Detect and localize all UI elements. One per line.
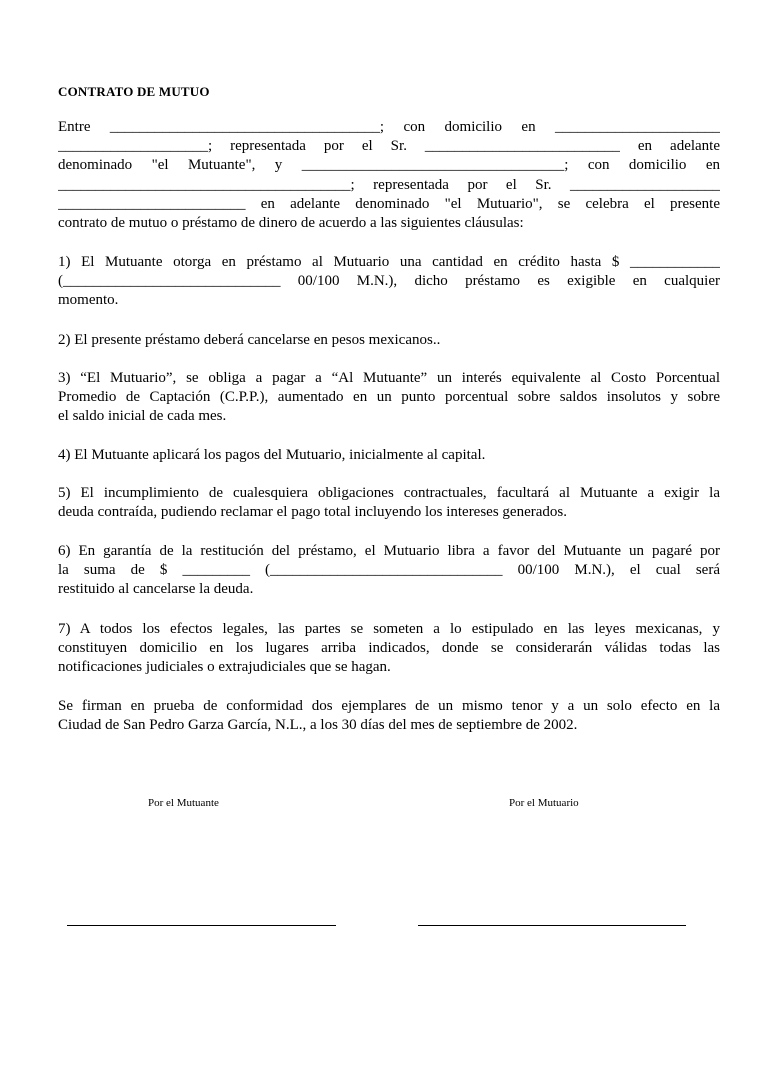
document-title: CONTRATO DE MUTUO — [58, 84, 210, 99]
clause-4 — [58, 446, 720, 465]
clause-1 — [58, 253, 720, 311]
text-line: deuda contraída, pudiendo reclamar el pago total incluyendo los intereses generados. — [58, 504, 567, 521]
text-line: contrato de mutuo o préstamo de dinero de acuerdo a las siguientes cláusulas: — [58, 214, 524, 231]
closing-paragraph — [58, 697, 720, 735]
text-line: ____________________; representada por el Sr. __________________________ en adelante — [58, 138, 720, 155]
text-line: restituido al cancelarse la deuda. — [58, 581, 254, 598]
text-line: 4) El Mutuante aplicará los pagos del Mutuario, inicialmente al capital. — [58, 447, 486, 463]
text-line: Ciudad de San Pedro Garza García, N.L., a los 30 días del mes de septiembre de 2002. — [58, 717, 578, 734]
text-line: 1) El Mutuante otorga en préstamo al Mutuario una cantidad en crédito hasta $ ____________ — [58, 254, 720, 270]
signature-line-mutuante — [67, 925, 336, 926]
clause-6 — [58, 542, 720, 600]
text-line: Promedio de Captación (C.P.P.), aumentado en un punto porcentual sobre saldos insolutos y sobre — [58, 389, 720, 406]
clause-5 — [58, 484, 720, 522]
clause-2 — [58, 331, 720, 350]
text-line: Se firman en prueba de conformidad dos ejemplares de un mismo tenor y a un solo efecto en la — [58, 698, 720, 714]
clause-7 — [58, 620, 720, 678]
text-line: (_____________________________ 00/100 M.N.), dicho préstamo es exigible en cualquier — [58, 273, 720, 290]
signature-line-mutuario — [418, 925, 686, 926]
text-line: Entre ____________________________________; con domicilio en ______________________ — [58, 119, 720, 135]
text-line: 3) “El Mutuario”, se obliga a pagar a “Al Mutuante” un interés equivalente al Costo Porcentual — [58, 370, 720, 386]
text-line: _________________________ en adelante denominado "el Mutuario", se celebra el presente — [58, 195, 720, 212]
text-line: 6) En garantía de la restitución del préstamo, el Mutuario libra a favor del Mutuante un pagaré por — [58, 543, 720, 559]
clause-3 — [58, 369, 720, 427]
text-line: 7) A todos los efectos legales, las partes se someten a lo estipulado en las leyes mexicanas, y — [58, 621, 720, 637]
text-line: la suma de $ _________ (_______________________________ 00/100 M.N.), el cual será — [58, 562, 720, 579]
text-line: el saldo inicial de cada mes. — [58, 408, 227, 425]
text-line: notificaciones judiciales o extrajudiciales que se hagan. — [58, 659, 391, 676]
text-line: 2) El presente préstamo deberá cancelarse en pesos mexicanos.. — [58, 332, 441, 348]
paragraph-parties — [58, 118, 720, 233]
signature-label-mutuante: Por el Mutuante — [148, 797, 219, 809]
text-line: constituyen domicilio en los lugares arriba indicados, donde se considerarán válidas todas las — [58, 640, 720, 657]
text-line: 5) El incumplimiento de cualesquiera obligaciones contractuales, facultará al Mutuante a exigir la — [58, 485, 720, 501]
signature-label-mutuario: Por el Mutuario — [509, 797, 579, 809]
text-line: denominado "el Mutuante", y ___________________________________; con domicilio en — [58, 157, 720, 174]
text-line: momento. — [58, 292, 119, 309]
text-line: _______________________________________; representada por el Sr. ____________________ — [58, 176, 720, 193]
